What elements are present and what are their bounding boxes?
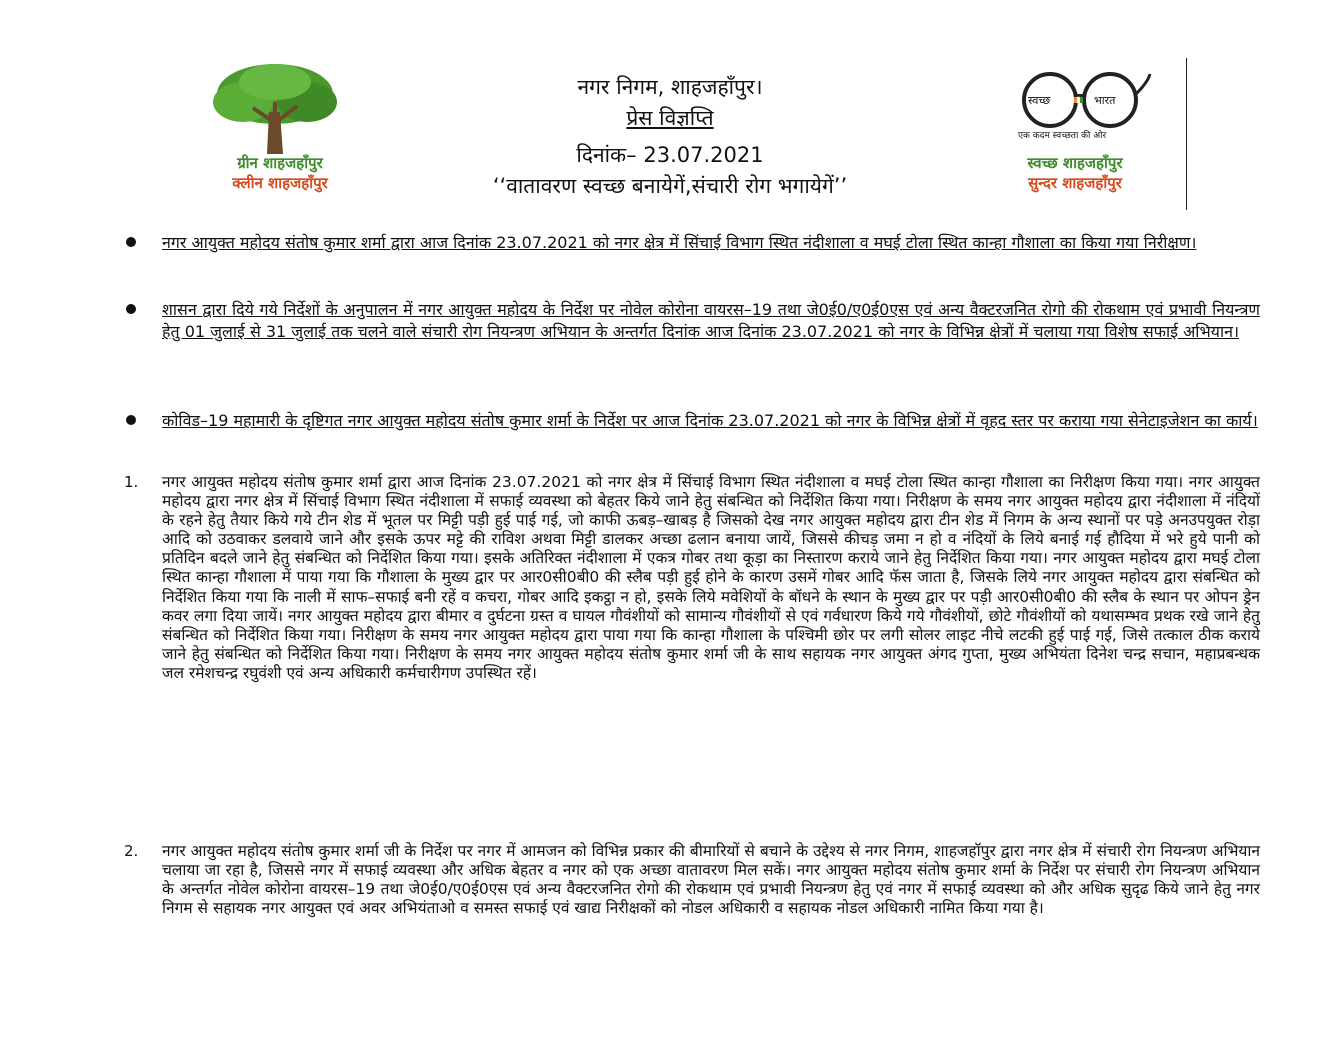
bullet-item <box>120 299 1260 343</box>
bharat-word: भारत <box>1094 94 1116 107</box>
tree-icon <box>205 62 345 162</box>
bullet-text: कोविड–19 महामारी के दृष्टिगत नगर आयुक्त महोदय संतोष कुमार शर्मा के निर्देश पर आज दिनांक 23.07.2021 को नगर के विभिन्न क्षेत्रों में वृहद स्तर पर कराया गया सेनेटाइजेशन का कार्य। <box>162 411 1258 430</box>
green-shahjahanpur-caption <box>200 153 360 193</box>
bullet-text: नगर आयुक्त महोदय संतोष कुमार शर्मा द्वारा आज दिनांक 23.07.2021 को नगर क्षेत्र में सिंचाई विभाग स्थित नंदीशाला व मघई टोला स्थित कान्हा गौशाला का किया गया निरीक्षण। <box>162 233 1197 252</box>
slogan: ‘‘वातावरण स्वच्छ बनायेगें,संचारी रोग भगायेगें’’ <box>492 174 848 198</box>
paragraph-number: 1. <box>124 473 139 491</box>
clean-caption-line2: क्लीन शाहजहाँपुर <box>232 174 328 192</box>
sundar-caption-line2: सुन्दर शाहजहाँपुर <box>1028 174 1122 192</box>
paragraph-number: 2. <box>124 842 139 860</box>
swachh-word: स्वच्छ <box>1028 94 1051 107</box>
org-name: नगर निगम, शाहजहाँपुर। <box>577 75 763 99</box>
swachh-bharat-logo <box>1010 72 1155 142</box>
swachh-tagline: एक कदम स्वच्छता की ओर <box>1018 131 1107 141</box>
bullet-item <box>120 410 1260 432</box>
bullet-text: शासन द्वारा दिये गये निर्देशों के अनुपालन में नगर आयुक्त महोदय के निर्देश पर नोवेल कोरोना वायरस–19 तथा जे0ई0/ए0ई0एस एवं अन्य वैक्टरजनित रोगो की रोकथाम एवं प्रभावी नियन्त्रण हेतु 01 जुलाई से 31 जुलाई तक चलने वाले संचारी रोग नियन्त्रण अभियान के अन्तर्गत दिनांक आज दिनांक 23.07.2021 को नगर के विभिन्न क्षेत्रों में चलाया गया विशेष सफाई अभियान। <box>162 300 1260 341</box>
paragraph-text: नगर आयुक्त महोदय संतोष कुमार शर्मा द्वारा आज दिनांक 23.07.2021 को नगर क्षेत्र में सिंचाई विभाग स्थित नंदीशाला व मघई टोला स्थित कान्हा गौशाला का निरीक्षण किया गया। नगर आयुक्त महोदय द्वारा नगर क्षेत्र में सिंचाई विभाग स्थित नंदीशाला में सफाई व्यवस्था को बेहतर किये जाने हेतु संबन्धित को निर्देशित किया गया। निरीक्षण के समय नगर आयुक्त महोदय द्वारा नंदीशाला में नंदियों के रहने हेतु तैयार किये गये टीन शेड में भूतल पर मिट्टी पड़ी हुई पाई गई, जो काफी ऊबड़–खाबड़ है जिसको देख नगर आयुक्त महोदय द्वारा टीन शेड में निगम के अन्य स्थानों पर पड़े अनउपयुक्त रोड़ा आदि को उठवाकर डलवाये जाने और इसके ऊपर मट्टे की राविश अथवा मिट्टी डालकर अच्छा ढलान बनाया जायें, जिससे कीचड़ जमा न हो व नंदियों के लिये बनाई गई हौदिया में भरे हुये पानी को प्रतिदिन बदले जाने हेतु संबन्धित को निर्देशित किया गया। इसके अतिरिक्त नंदीशाला में एकत्र गोबर तथा कूड़ा का निस्तारण कराये जाने हेतु निर्देशित किया गया। नगर आयुक्त महोदय द्वारा मघई टोला स्थित कान्हा गौशाला में पाया गया कि गौशाला के मुख्य द्वार पर आर0सी0बी0 की स्लैब पड़ी हुई होने के कारण उसमें गोबर आदि फॅस जाता है, जिसके लिये नगर आयुक्त महोदय द्वारा संबन्धित को निर्देशित किया गया कि नाली में साफ–सफाई बनी रहें व कचरा, गोबर आदि इकट्ठा न हो, इसके लिये मवेशियों के बॉधने के स्थान के मुख्य द्वार पर पड़ी आर0सी0बी0 की स्लैब के स्थान पर ओपन ड्रेन कवर लगा दिया जायें। नगर आयुक्त महोदय द्वारा बीमार व दुर्घटना ग्रस्त व घायल गौवंशीयों को सामान्य गौवंशीयों से एवं गर्वधारण किये गये गौवंशीयों, छोटे गौवंशीयों को यथासम्भव प्रथक रखे जाने हेतु संबन्धित को निर्देशित किया गया। निरीक्षण के समय नगर आयुक्त महोदय द्वारा पाया गया कि कान्हा गौशाला के पश्चिमी छोर पर लगी सोलर लाइट नीचे लटकी हुई पाई गई, जिसे तत्काल ठीक कराये जाने हेतु संबन्धित को निर्देशित किया गया। निरीक्षण के समय नगर आयुक्त महोदय संतोष कुमार शर्मा जी के साथ सहायक नगर आयुक्त अंगद गुप्ता, मुख्य अभियंता दिनेश चन्द्र सचान, महाप्रबन्धक जल रमेशचन्द्र रघुवंशी एवं अन्य अधिकारी कर्मचारीगण उपस्थित रहें। <box>162 473 1260 682</box>
green-caption-line1: ग्रीन शाहजहाँपुर <box>237 154 323 172</box>
bullet-item <box>120 232 1260 254</box>
date-line: दिनांक– 23.07.2021 <box>576 143 764 167</box>
swachh-shahjahanpur-caption <box>995 153 1155 193</box>
bullet-icon <box>126 304 136 314</box>
bullet-icon <box>126 415 136 425</box>
letterhead <box>400 72 940 202</box>
numbered-paragraph <box>120 473 1260 683</box>
header-divider <box>1186 58 1187 210</box>
document-type: प्रेस विज्ञप्ति <box>626 106 714 130</box>
swachh-caption-line1: स्वच्छ शाहजहाँपुर <box>1027 154 1123 172</box>
bullet-icon <box>126 237 136 247</box>
paragraph-text: नगर आयुक्त महोदय संतोष कुमार शर्मा जी के निर्देश पर नगर में आमजन को विभिन्न प्रकार की बीमारियों से बचाने के उद्देश्य से नगर निगम, शाहजहॉपुर द्वारा नगर क्षेत्र में संचारी रोग नियन्त्रण अभियान चलाया जा रहा है, जिससे नगर में सफाई व्यवस्था और अधिक बेहतर व नगर को एक अच्छा वातावरण मिल सकें। नगर आयुक्त महोदय संतोष कुमार शर्मा के निर्देश पर संचारी रोग नियन्त्रण अभियान के अन्तर्गत नोवेल कोरोना वायरस–19 तथा जे0ई0/ए0ई0एस एवं अन्य वैक्टरजनित रोगो की रोकथाम एवं प्रभावी नियन्त्रण हेतु एवं नगर में सफाई व्यवस्था को और अधिक सुदृढ किये जाने हेतु नगर निगम से सहायक नगर आयुक्त एवं अवर अभियंताओ व समस्त सफाई एवं खाद्य निरीक्षकों को नोडल अधिकारी व सहायक नोडल अधिकारी नामित किया गया है। <box>162 842 1260 918</box>
numbered-paragraph <box>120 842 1260 918</box>
